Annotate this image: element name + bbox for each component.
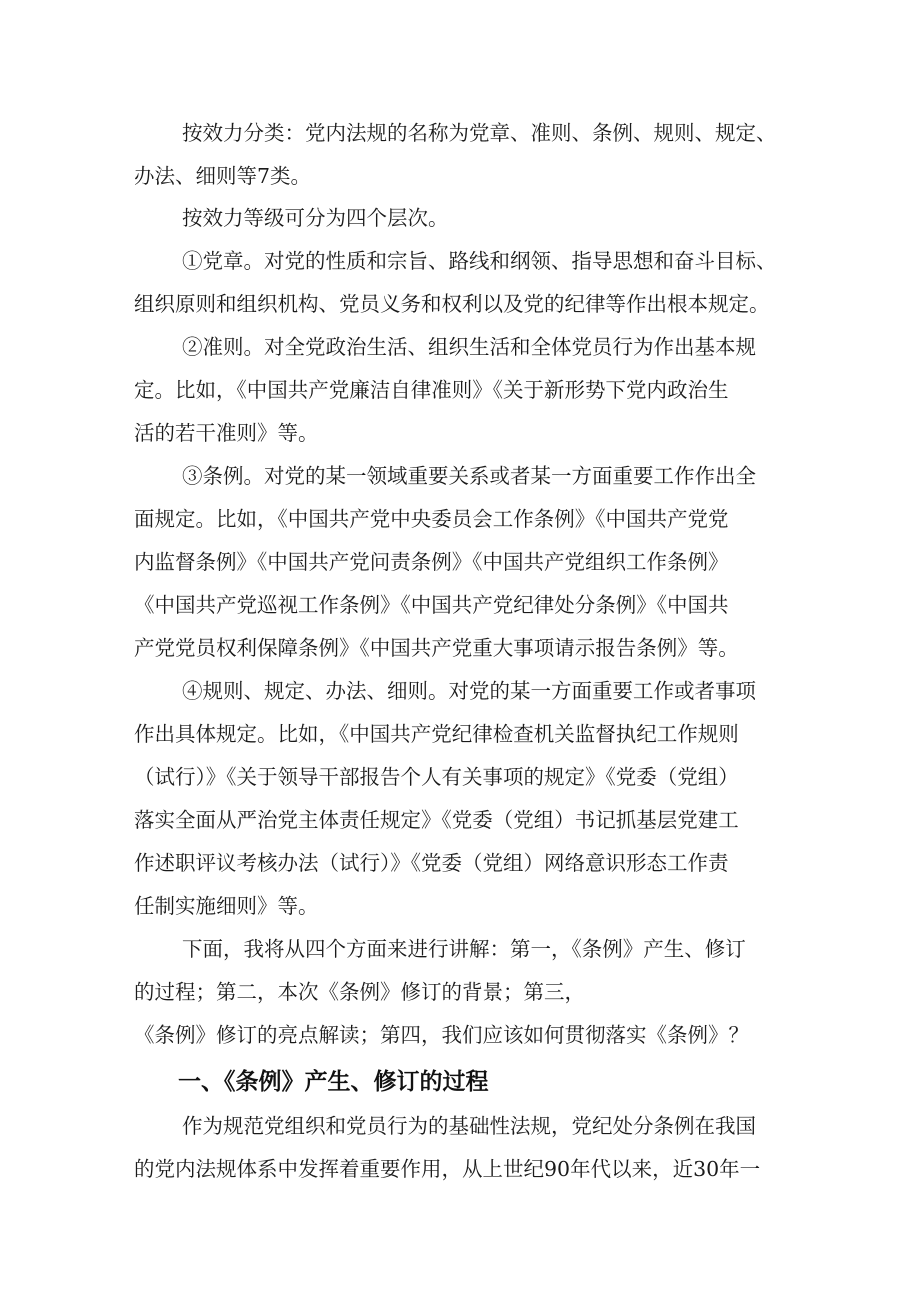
text-line: 活的若干准则》等。 (134, 421, 319, 445)
text-line: 组织原则和组织机构、党员义务和权利以及党的纪律等作出根本规定。 (134, 292, 770, 316)
text-line: 作述职评议考核办法（试行）》《党委（党组）网络意识形态工作责 (134, 851, 729, 875)
text-line: ②准则。对全党政治生活、组织生活和全体党员行为作出基本规 (182, 335, 756, 359)
text-line: 下面，我将从四个方面来进行讲解：第一，《条例》产生、修订 (182, 937, 746, 961)
text-line: 落实全面从严治党主体责任规定》《党委（党组）书记抓基层党建工 (134, 808, 739, 832)
text-line: 定。比如，《中国共产党廉洁自律准则》《关于新形势下党内政治生 (134, 378, 729, 402)
text-line: 作为规范党组织和党员行为的基础性法规，党纪处分条例在我国 (182, 1114, 756, 1138)
text-line: 《中国共产党巡视工作条例》《中国共产党纪律处分条例》《中国共 (134, 593, 729, 617)
text-line: 作出具体规定。比如，《中国共产党纪律检查机关监督执纪工作规则 (134, 722, 739, 746)
text-line: 任制实施细则》等。 (134, 894, 319, 918)
text-line: 产党党员权利保障条例》《中国共产党重大事项请示报告条例》等。 (134, 636, 739, 660)
text-line: 按效力分类：党内法规的名称为党章、准则、条例、规则、规定、 (182, 121, 777, 145)
text-line: 《条例》修订的亮点解读；第四，我们应该如何贯彻落实《条例》？ (134, 1023, 749, 1047)
text-line: 的党内法规体系中发挥着重要作用，从上世纪90年代以来，近30年一 (134, 1157, 761, 1181)
text-line: ③条例。对党的某一领域重要关系或者某一方面重要工作作出全 (182, 464, 756, 488)
text-line: 的过程；第二，本次《条例》修订的背景；第三， (134, 980, 585, 1004)
section-heading: 一、《条例》产生、修订的过程 (178, 1069, 489, 1095)
text-line: （试行）》《关于领导干部报告个人有关事项的规定》《党委（党组） (134, 765, 739, 789)
text-line: 内监督条例》《中国共产党问责条例》《中国共产党组织工作条例》 (134, 550, 729, 574)
text-line: 按效力等级可分为四个层次。 (182, 206, 449, 230)
text-line: 面规定。比如，《中国共产党中央委员会工作条例》《中国共产党党 (134, 507, 729, 531)
text-line: ④规则、规定、办法、细则。对党的某一方面重要工作或者事项 (182, 679, 756, 703)
text-line: ①党章。对党的性质和宗旨、路线和纲领、指导思想和奋斗目标、 (182, 249, 777, 273)
text-line: 办法、细则等7类。 (134, 164, 312, 188)
